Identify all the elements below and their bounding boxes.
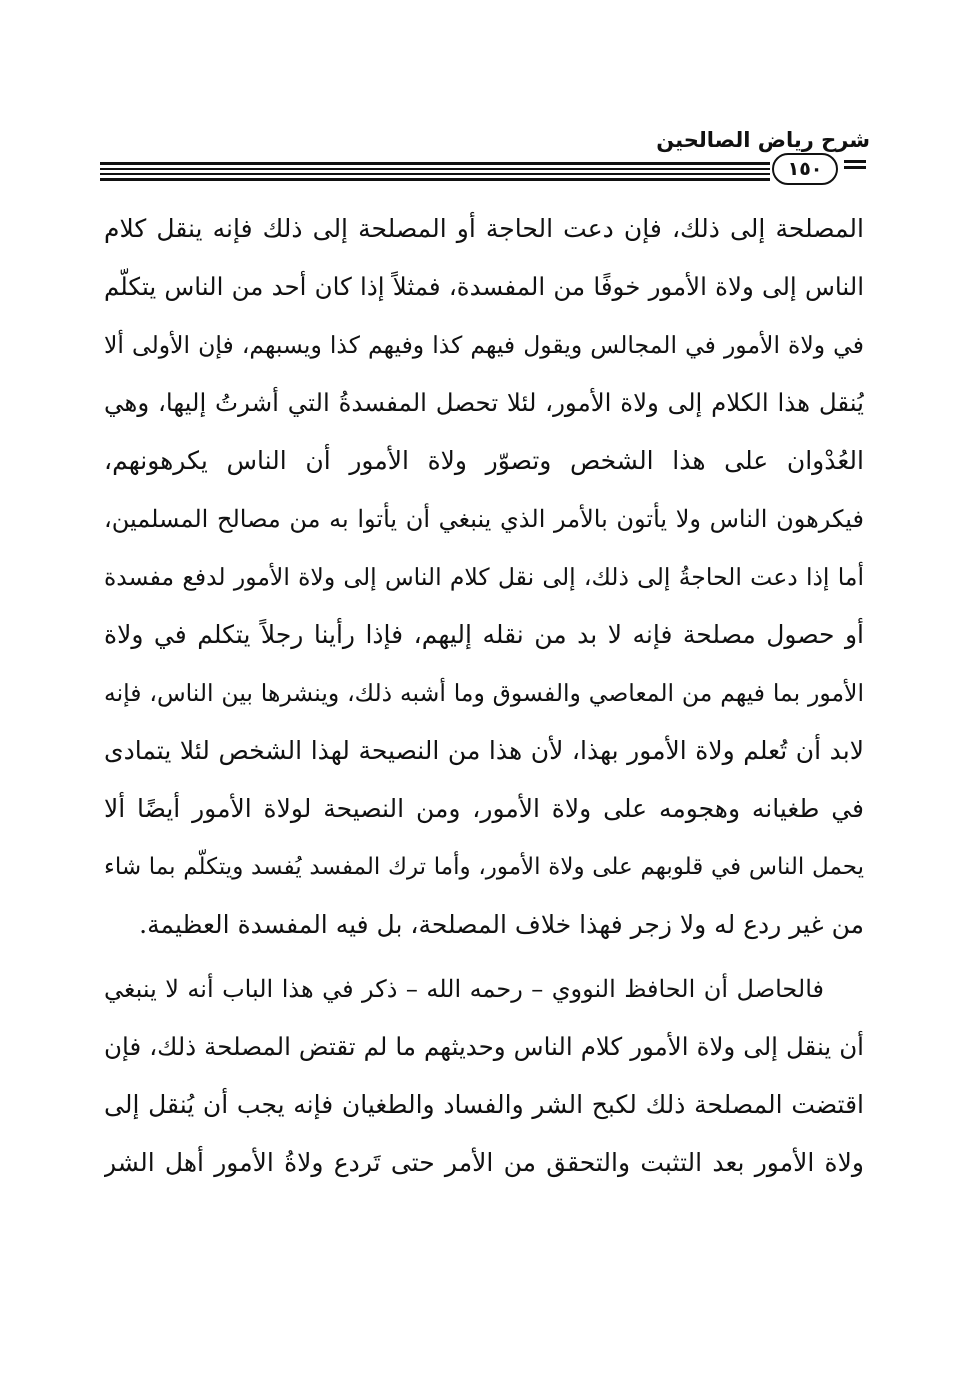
text-line: العُدْوان على هذا الشخص وتصوّر ولاة الأمور أن الناس يكرهونهم، <box>104 446 864 475</box>
text-line: الناس إلى ولاة الأمور خوفًا من المفسدة، فمثلاً إذا كان أحد من الناس يتكلّم <box>104 272 864 301</box>
text-line: من غير ردع له ولا زجر فهذا خلاف المصلحة، بل فيه المفسدة العظيمة. <box>139 910 864 939</box>
text-line: فيكرهون الناس ولا يأتون بالأمر الذي ينبغي أن يأتوا به من مصالح المسلمين، <box>104 505 864 533</box>
text-line: الأمور بما فيهم من المعاصي والفسوق وما أشبه ذلك، وينشرها بين الناس، فإنه <box>104 679 864 707</box>
text-line: فالحاصل أن الحافظ النووي – رحمه الله – ذكر في هذا الباب أنه لا ينبغي <box>104 975 824 1003</box>
page-number-badge <box>772 153 840 187</box>
text-line: المصلحة إلى ذلك، فإن دعت الحاجة أو المصلحة إلى ذلك فإنه ينقل كلام <box>104 214 864 243</box>
text-line: أن ينقل إلى ولاة الأمور كلام الناس وحديثهم ما لم تقتض المصلحة ذلك، فإن <box>104 1032 864 1061</box>
header-rule <box>100 162 770 165</box>
paragraph-1 <box>104 200 864 954</box>
text-line: يحمل الناس في قلوبهم على ولاة الأمور، وأما ترك المفسد يُفسد ويتكلّم بما شاء <box>104 854 864 880</box>
text-line: يُنقل هذا الكلام إلى ولاة الأمور، لئلا تحصل المفسدةُ التي أشرتُ إليها، وهي <box>104 388 864 417</box>
header-rule <box>100 168 770 170</box>
header-ornament <box>844 160 866 176</box>
text-line: اقتضت المصلحة ذلك لكبح الشر والفساد والطغيان فإنه يجب أن يُنقل إلى <box>104 1090 864 1119</box>
text-line: لابد أن تُعلم ولاة الأمور بهذا، لأن هذا من النصيحة لهذا الشخص لئلا يتمادى <box>104 736 864 765</box>
text-line: أما إذا دعت الحاجةُ إلى ذلك، إلى نقل كلام الناس إلى ولاة الأمور لدفع مفسدة <box>104 563 864 591</box>
text-line: في طغيانه وهجومه على ولاة الأمور، ومن النصيحة لولاة الأمور أيضًا ألا <box>104 794 864 823</box>
text-line: أو حصول مصلحة فإنه لا بد من نقله إليهم، فإذا رأينا رجلاً يتكلم في ولاة <box>104 620 864 649</box>
text-line: ولاة الأمور بعد التثبت والتحقق من الأمر حتى تَردع ولاةُ الأمور أهل الشر <box>104 1148 864 1177</box>
book-title: شرح رياض الصالحين <box>656 128 870 152</box>
header-rule <box>100 178 770 181</box>
page-number: ١٥٠ <box>772 153 838 185</box>
page-header <box>100 128 870 188</box>
body-text <box>104 200 864 1192</box>
paragraph-2 <box>104 960 864 1192</box>
header-rule <box>100 173 770 175</box>
text-line: في ولاة الأمور في المجالس ويقول فيهم كذا وفيهم كذا ويسبهم، فإن الأولى ألا <box>104 331 864 359</box>
